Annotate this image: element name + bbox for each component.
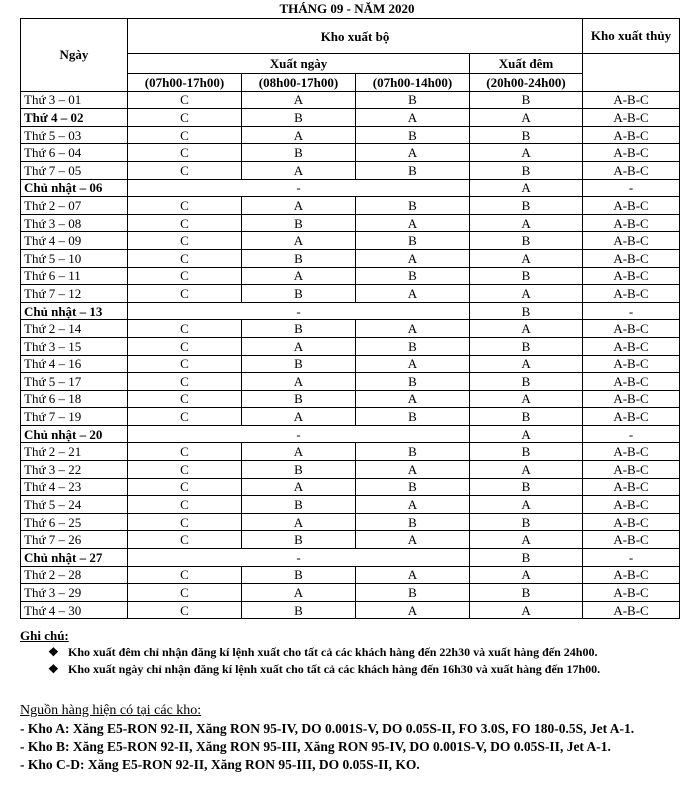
header-land-warehouse: Kho xuất bộ bbox=[128, 19, 583, 54]
day-shift-merged-cell: - bbox=[128, 425, 470, 443]
night-cell: B bbox=[470, 197, 583, 215]
night-cell: B bbox=[470, 584, 583, 602]
water-cell: A-B-C bbox=[583, 197, 680, 215]
water-cell: A-B-C bbox=[583, 443, 680, 461]
night-cell: A bbox=[470, 320, 583, 338]
day-cell: Thứ 2 – 14 bbox=[21, 320, 128, 338]
night-cell: B bbox=[470, 408, 583, 426]
header-water-blank bbox=[583, 54, 680, 92]
day-cell: Thứ 2 – 28 bbox=[21, 566, 128, 584]
time2-cell: A bbox=[242, 373, 356, 391]
schedule-table bbox=[20, 18, 680, 619]
water-cell: A-B-C bbox=[583, 601, 680, 619]
time3-cell: A bbox=[356, 531, 470, 549]
day-cell: Thứ 3 – 15 bbox=[21, 337, 128, 355]
time3-cell: A bbox=[356, 566, 470, 584]
notes-list bbox=[20, 645, 680, 676]
header-day: Ngày bbox=[21, 19, 128, 92]
time3-cell: A bbox=[356, 249, 470, 267]
night-cell: A bbox=[470, 531, 583, 549]
time3-cell: B bbox=[356, 408, 470, 426]
page-title: THÁNG 09 - NĂM 2020 bbox=[279, 1, 415, 16]
water-cell: A-B-C bbox=[583, 249, 680, 267]
time1-cell: C bbox=[128, 443, 242, 461]
time2-cell: B bbox=[242, 109, 356, 127]
water-cell: A-B-C bbox=[583, 91, 680, 109]
time1-cell: C bbox=[128, 513, 242, 531]
diamond-bullet-icon: ❖ bbox=[48, 645, 59, 659]
table-row bbox=[21, 601, 680, 619]
table-row-sunday bbox=[21, 549, 680, 567]
night-cell: A bbox=[470, 601, 583, 619]
water-cell: A-B-C bbox=[583, 126, 680, 144]
time2-cell: A bbox=[242, 232, 356, 250]
time1-cell: C bbox=[128, 461, 242, 479]
night-cell: A bbox=[470, 425, 583, 443]
time3-cell: A bbox=[356, 355, 470, 373]
time1-cell: C bbox=[128, 496, 242, 514]
night-cell: B bbox=[470, 443, 583, 461]
night-cell: A bbox=[470, 214, 583, 232]
day-cell: Thứ 6 – 04 bbox=[21, 144, 128, 162]
table-row bbox=[21, 390, 680, 408]
time3-cell: B bbox=[356, 373, 470, 391]
time1-cell: C bbox=[128, 161, 242, 179]
day-cell: Thứ 5 – 10 bbox=[21, 249, 128, 267]
header-time-3: (07h00-14h00) bbox=[356, 74, 470, 92]
water-cell: A-B-C bbox=[583, 161, 680, 179]
time2-cell: B bbox=[242, 601, 356, 619]
time1-cell: C bbox=[128, 197, 242, 215]
night-cell: B bbox=[470, 337, 583, 355]
night-cell: A bbox=[470, 566, 583, 584]
water-cell: A-B-C bbox=[583, 408, 680, 426]
night-cell: A bbox=[470, 461, 583, 479]
time1-cell: C bbox=[128, 214, 242, 232]
table-row bbox=[21, 584, 680, 602]
night-cell: B bbox=[470, 549, 583, 567]
table-header bbox=[21, 19, 680, 92]
time2-cell: A bbox=[242, 267, 356, 285]
time1-cell: C bbox=[128, 408, 242, 426]
table-body bbox=[21, 91, 680, 619]
water-cell: A-B-C bbox=[583, 496, 680, 514]
table-row-sunday bbox=[21, 179, 680, 197]
day-cell: Chủ nhật – 13 bbox=[21, 302, 128, 320]
table-row bbox=[21, 267, 680, 285]
sources-heading: Nguồn hàng hiện có tại các kho: bbox=[20, 703, 202, 718]
table-row bbox=[21, 531, 680, 549]
time2-cell: A bbox=[242, 443, 356, 461]
day-cell: Thứ 5 – 24 bbox=[21, 496, 128, 514]
night-cell: B bbox=[470, 232, 583, 250]
day-cell: Thứ 2 – 07 bbox=[21, 197, 128, 215]
table-row bbox=[21, 496, 680, 514]
time1-cell: C bbox=[128, 285, 242, 303]
time3-cell: B bbox=[356, 513, 470, 531]
table-row bbox=[21, 161, 680, 179]
time3-cell: A bbox=[356, 496, 470, 514]
water-cell: A-B-C bbox=[583, 390, 680, 408]
time2-cell: B bbox=[242, 531, 356, 549]
time3-cell: B bbox=[356, 161, 470, 179]
time2-cell: A bbox=[242, 197, 356, 215]
night-cell: A bbox=[470, 390, 583, 408]
warehouse-cd-line: - Kho C-D: Xăng E5-RON 92-II, Xăng RON 95-III, DO 0.05S-II, KO. bbox=[20, 757, 420, 772]
time1-cell: C bbox=[128, 144, 242, 162]
time2-cell: B bbox=[242, 496, 356, 514]
day-cell: Thứ 6 – 18 bbox=[21, 390, 128, 408]
time1-cell: C bbox=[128, 126, 242, 144]
table-row bbox=[21, 232, 680, 250]
time3-cell: B bbox=[356, 443, 470, 461]
header-day-shift: Xuất ngày bbox=[128, 54, 470, 74]
table-row bbox=[21, 249, 680, 267]
day-cell: Thứ 6 – 25 bbox=[21, 513, 128, 531]
warehouse-a-line: - Kho A: Xăng E5-RON 92-II, Xăng RON 95-IV, DO 0.001S-V, DO 0.05S-II, FO 3.0S, FO 180-0.5S, Jet A-1. bbox=[20, 721, 635, 736]
table-row bbox=[21, 566, 680, 584]
time3-cell: B bbox=[356, 197, 470, 215]
night-cell: B bbox=[470, 373, 583, 391]
water-cell: A-B-C bbox=[583, 531, 680, 549]
time2-cell: A bbox=[242, 161, 356, 179]
time2-cell: A bbox=[242, 337, 356, 355]
water-cell: A-B-C bbox=[583, 373, 680, 391]
header-night-shift: Xuất đêm bbox=[470, 54, 583, 74]
water-cell: - bbox=[583, 302, 680, 320]
table-row bbox=[21, 408, 680, 426]
time2-cell: B bbox=[242, 214, 356, 232]
note-item bbox=[20, 662, 680, 676]
water-cell: A-B-C bbox=[583, 337, 680, 355]
night-cell: A bbox=[470, 249, 583, 267]
time3-cell: A bbox=[356, 285, 470, 303]
day-cell: Thứ 6 – 11 bbox=[21, 267, 128, 285]
table-row-sunday bbox=[21, 425, 680, 443]
time3-cell: A bbox=[356, 461, 470, 479]
time2-cell: A bbox=[242, 478, 356, 496]
table-row bbox=[21, 513, 680, 531]
day-shift-merged-cell: - bbox=[128, 179, 470, 197]
time3-cell: B bbox=[356, 232, 470, 250]
water-cell: A-B-C bbox=[583, 461, 680, 479]
day-cell: Chủ nhật – 27 bbox=[21, 549, 128, 567]
day-cell: Chủ nhật – 06 bbox=[21, 179, 128, 197]
time2-cell: A bbox=[242, 584, 356, 602]
note-text: Kho xuất ngày chỉ nhận đăng kí lệnh xuất cho tất cả các khách hàng đến 16h30 và xuất hàng đến 17h00. bbox=[68, 662, 601, 676]
time3-cell: A bbox=[356, 214, 470, 232]
water-cell: - bbox=[583, 549, 680, 567]
time2-cell: B bbox=[242, 285, 356, 303]
day-cell: Thứ 4 – 16 bbox=[21, 355, 128, 373]
day-cell: Thứ 2 – 21 bbox=[21, 443, 128, 461]
day-shift-merged-cell: - bbox=[128, 549, 470, 567]
water-cell: A-B-C bbox=[583, 513, 680, 531]
night-cell: A bbox=[470, 496, 583, 514]
time3-cell: A bbox=[356, 390, 470, 408]
day-cell: Thứ 3 – 01 bbox=[21, 91, 128, 109]
time1-cell: C bbox=[128, 249, 242, 267]
day-shift-merged-cell: - bbox=[128, 302, 470, 320]
time1-cell: C bbox=[128, 566, 242, 584]
table-row bbox=[21, 337, 680, 355]
time2-cell: B bbox=[242, 461, 356, 479]
water-cell: A-B-C bbox=[583, 144, 680, 162]
day-cell: Thứ 5 – 17 bbox=[21, 373, 128, 391]
table-row bbox=[21, 443, 680, 461]
water-cell: A-B-C bbox=[583, 566, 680, 584]
night-cell: B bbox=[470, 478, 583, 496]
time1-cell: C bbox=[128, 601, 242, 619]
night-cell: B bbox=[470, 267, 583, 285]
day-cell: Thứ 4 – 23 bbox=[21, 478, 128, 496]
time3-cell: B bbox=[356, 126, 470, 144]
night-cell: A bbox=[470, 355, 583, 373]
day-cell: Thứ 4 – 09 bbox=[21, 232, 128, 250]
night-cell: B bbox=[470, 302, 583, 320]
time1-cell: C bbox=[128, 390, 242, 408]
time2-cell: A bbox=[242, 513, 356, 531]
night-cell: A bbox=[470, 109, 583, 127]
notes-section bbox=[20, 628, 680, 679]
time3-cell: B bbox=[356, 584, 470, 602]
table-row bbox=[21, 144, 680, 162]
time1-cell: C bbox=[128, 373, 242, 391]
time2-cell: B bbox=[242, 249, 356, 267]
table-row bbox=[21, 355, 680, 373]
night-cell: A bbox=[470, 285, 583, 303]
time1-cell: C bbox=[128, 109, 242, 127]
day-cell: Thứ 7 – 19 bbox=[21, 408, 128, 426]
night-cell: B bbox=[470, 126, 583, 144]
table-row bbox=[21, 109, 680, 127]
time2-cell: A bbox=[242, 126, 356, 144]
table-row bbox=[21, 461, 680, 479]
water-cell: A-B-C bbox=[583, 320, 680, 338]
water-cell: A-B-C bbox=[583, 267, 680, 285]
time3-cell: A bbox=[356, 320, 470, 338]
time2-cell: B bbox=[242, 144, 356, 162]
header-time-2: (08h00-17h00) bbox=[242, 74, 356, 92]
time1-cell: C bbox=[128, 584, 242, 602]
water-cell: - bbox=[583, 425, 680, 443]
day-cell: Chủ nhật – 20 bbox=[21, 425, 128, 443]
warehouse-b-line: - Kho B: Xăng E5-RON 92-II, Xăng RON 95-III, Xăng RON 95-IV, DO 0.001S-V, DO 0.05S-II, Jet A-1. bbox=[20, 739, 611, 754]
table-row bbox=[21, 197, 680, 215]
night-cell: A bbox=[470, 144, 583, 162]
time1-cell: C bbox=[128, 478, 242, 496]
table-row-sunday bbox=[21, 302, 680, 320]
water-cell: - bbox=[583, 179, 680, 197]
day-cell: Thứ 4 – 30 bbox=[21, 601, 128, 619]
time3-cell: A bbox=[356, 109, 470, 127]
water-cell: A-B-C bbox=[583, 109, 680, 127]
time3-cell: A bbox=[356, 601, 470, 619]
time3-cell: B bbox=[356, 478, 470, 496]
day-cell: Thứ 3 – 29 bbox=[21, 584, 128, 602]
time2-cell: B bbox=[242, 566, 356, 584]
night-cell: A bbox=[470, 179, 583, 197]
time2-cell: A bbox=[242, 91, 356, 109]
time1-cell: C bbox=[128, 91, 242, 109]
day-cell: Thứ 7 – 12 bbox=[21, 285, 128, 303]
notes-heading: Ghi chú: bbox=[20, 628, 69, 643]
water-cell: A-B-C bbox=[583, 478, 680, 496]
time2-cell: B bbox=[242, 390, 356, 408]
day-cell: Thứ 3 – 08 bbox=[21, 214, 128, 232]
table-row bbox=[21, 214, 680, 232]
sources-section bbox=[20, 702, 684, 774]
time1-cell: C bbox=[128, 232, 242, 250]
table-row bbox=[21, 285, 680, 303]
time2-cell: A bbox=[242, 408, 356, 426]
day-cell: Thứ 5 – 03 bbox=[21, 126, 128, 144]
night-cell: B bbox=[470, 91, 583, 109]
table-row bbox=[21, 373, 680, 391]
water-cell: A-B-C bbox=[583, 232, 680, 250]
table-row bbox=[21, 320, 680, 338]
night-cell: B bbox=[470, 513, 583, 531]
time1-cell: C bbox=[128, 267, 242, 285]
day-cell: Thứ 7 – 26 bbox=[21, 531, 128, 549]
day-cell: Thứ 4 – 02 bbox=[21, 109, 128, 127]
time2-cell: B bbox=[242, 320, 356, 338]
time1-cell: C bbox=[128, 337, 242, 355]
time3-cell: B bbox=[356, 267, 470, 285]
note-text: Kho xuất đêm chỉ nhận đăng kí lệnh xuất cho tất cả các khách hàng đến 22h30 và xuất hàng đến 24h00. bbox=[68, 645, 598, 659]
water-cell: A-B-C bbox=[583, 355, 680, 373]
day-cell: Thứ 7 – 05 bbox=[21, 161, 128, 179]
header-time-1: (07h00-17h00) bbox=[128, 74, 242, 92]
night-cell: B bbox=[470, 161, 583, 179]
day-cell: Thứ 3 – 22 bbox=[21, 461, 128, 479]
time3-cell: B bbox=[356, 337, 470, 355]
water-cell: A-B-C bbox=[583, 285, 680, 303]
header-time-4: (20h00-24h00) bbox=[470, 74, 583, 92]
water-cell: A-B-C bbox=[583, 214, 680, 232]
table-row bbox=[21, 478, 680, 496]
table-row bbox=[21, 91, 680, 109]
header-water-warehouse: Kho xuất thủy bbox=[583, 19, 680, 54]
table-row bbox=[21, 126, 680, 144]
water-cell: A-B-C bbox=[583, 584, 680, 602]
diamond-bullet-icon: ❖ bbox=[48, 662, 59, 676]
time1-cell: C bbox=[128, 531, 242, 549]
time1-cell: C bbox=[128, 355, 242, 373]
time3-cell: A bbox=[356, 144, 470, 162]
note-item bbox=[20, 645, 680, 659]
time1-cell: C bbox=[128, 320, 242, 338]
time3-cell: B bbox=[356, 91, 470, 109]
time2-cell: B bbox=[242, 355, 356, 373]
